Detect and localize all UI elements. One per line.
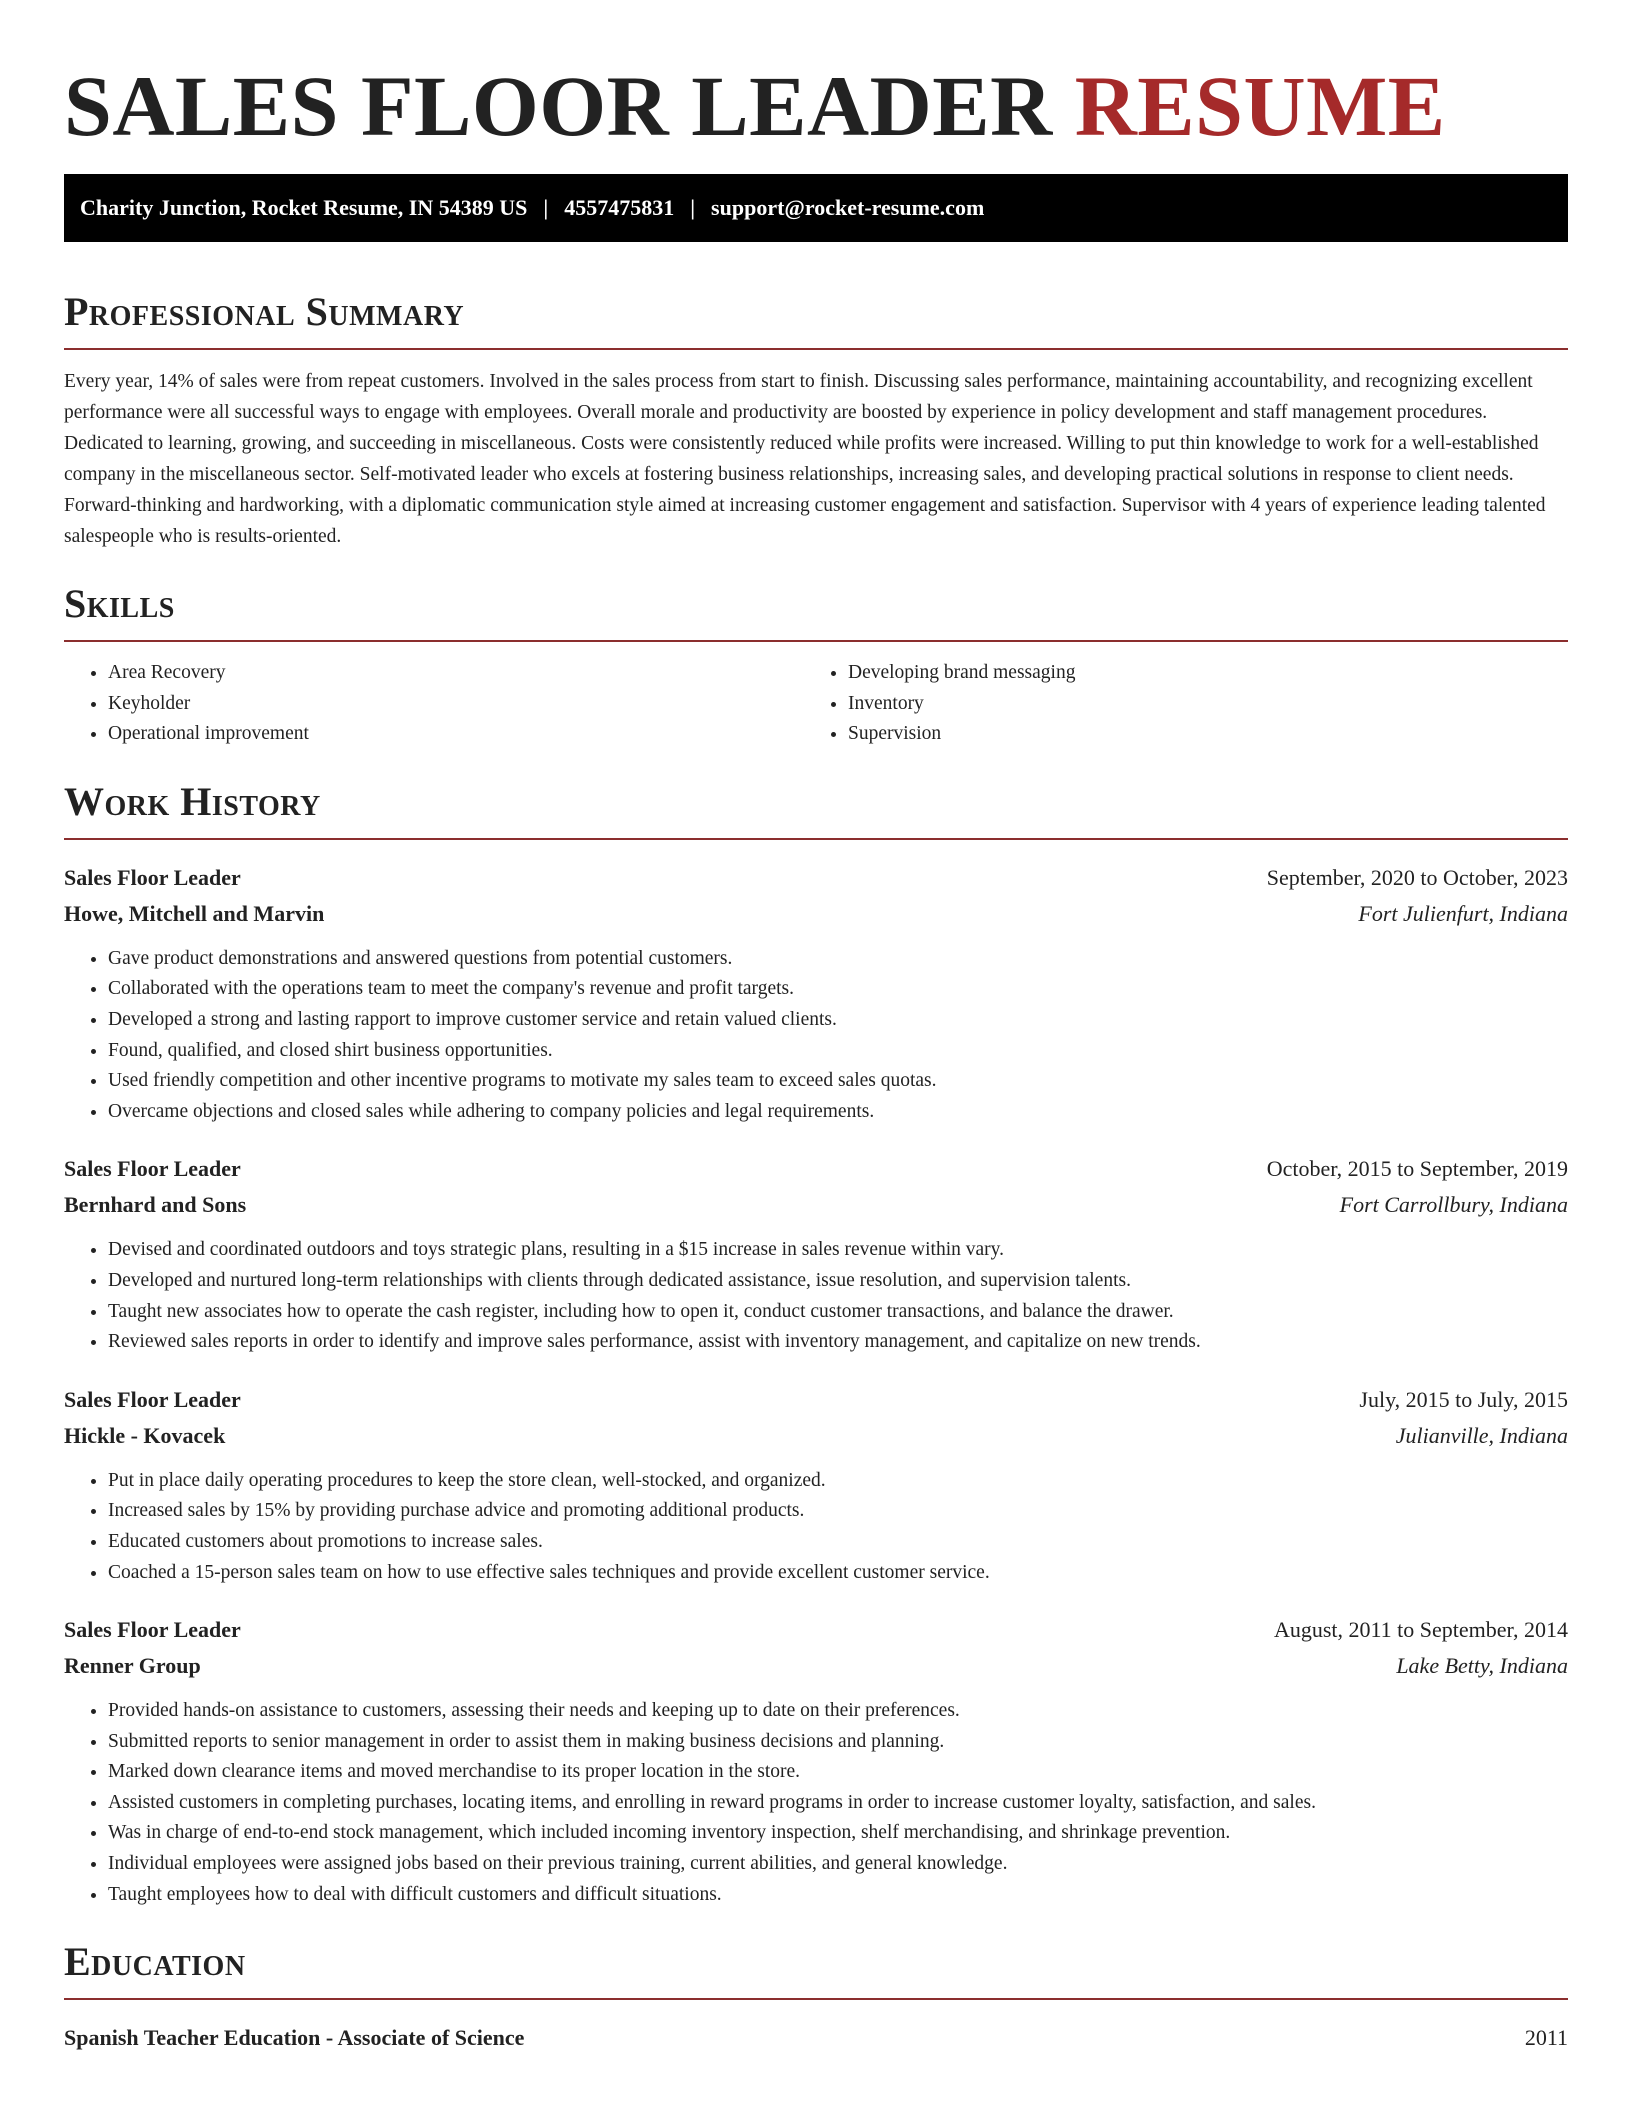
job-bullet: • Found, qualified, and closed shirt business opportunities. (108, 1036, 1568, 1067)
job-bullet: • Submitted reports to senior management in order to assist them in making business decisions and planning. (108, 1727, 1568, 1758)
skills-list-right (816, 658, 1568, 750)
skill-item: • Keyholder (108, 689, 816, 720)
job-bullets (64, 1466, 1568, 1588)
job-bullet: • Collaborated with the operations team to meet the company's revenue and profit targets. (108, 974, 1568, 1005)
summary-text: Every year, 14% of sales were from repeat customers. Involved in the sales process from start to finish. Discussing sales performance, maintaining accountability, and recognizing excellent performance were all successful ways to engage with employees. Overall morale and productivity are boosted by experience in policy development and staff management procedures. Dedicated to learning, growing, and succeeding in miscellaneous. Costs were consistently reduced while profits were increased. Willing to put thin knowledge to work for a well-established company in the miscellaneous sector. Self-motivated leader who excels at fostering business relationships, increasing sales, and developing practical solutions in response to client needs. Forward-thinking and hardworking, with a diplomatic communication style aimed at increasing customer engagement and satisfaction. Supervisor with 4 years of experience leading talented salespeople who is results-oriented. (64, 371, 1546, 547)
job-entry (64, 1151, 1568, 1357)
job-entry (64, 1612, 1568, 1910)
job-company-row (64, 1418, 1568, 1454)
job-bullet: • Marked down clearance items and moved merchandise to its proper location in the store. (108, 1757, 1568, 1788)
job-bullets (64, 1696, 1568, 1910)
job-bullet: • Devised and coordinated outdoors and toys strategic plans, resulting in a $15 increase in sales revenue within vary. (108, 1235, 1568, 1266)
job-bullet: • Used friendly competition and other incentive programs to motivate my sales team to exceed sales quotas. (108, 1066, 1568, 1097)
job-dates: July, 2015 to July, 2015 (1359, 1386, 1568, 1412)
job-dates: October, 2015 to September, 2019 (1266, 1156, 1568, 1182)
skills-heading: Skills (64, 580, 1568, 642)
job-location: Fort Carrollbury, Indiana (1339, 1192, 1568, 1218)
job-entry (64, 1382, 1568, 1588)
job-title: Sales Floor Leader (64, 864, 241, 890)
job-bullet: • Reviewed sales reports in order to identify and improve sales performance, assist with inventory management, and capitalize on new trends. (108, 1327, 1568, 1358)
job-title: Sales Floor Leader (64, 1156, 241, 1182)
job-bullet: • Coached a 15-person sales team on how to use effective sales techniques and provide excellent customer service. (108, 1558, 1568, 1589)
summary-heading: Professional Summary (64, 288, 1568, 350)
job-title: Sales Floor Leader (64, 1386, 241, 1412)
job-location: Lake Betty, Indiana (1396, 1653, 1568, 1679)
contact-address: Charity Junction, Rocket Resume, IN 54389 US (80, 195, 528, 220)
skills-list-left (64, 658, 816, 750)
skill-item: • Developing brand messaging (848, 658, 1568, 689)
contact-email: support@rocket-resume.com (711, 195, 985, 220)
job-entry (64, 860, 1568, 1128)
job-company: Bernhard and Sons (64, 1192, 247, 1218)
education-degree: Spanish Teacher Education - Associate of Science (64, 2025, 525, 2051)
contact-bar (64, 174, 1568, 242)
skills-grid (64, 658, 1568, 750)
job-bullet: • Overcame objections and closed sales while adhering to company policies and legal requirements. (108, 1097, 1568, 1128)
job-bullet: • Educated customers about promotions to increase sales. (108, 1527, 1568, 1558)
job-company: Hickle - Kovacek (64, 1422, 226, 1448)
job-bullet: • Provided hands-on assistance to customers, assessing their needs and keeping up to date on their preferences. (108, 1696, 1568, 1727)
title-main: SALES FLOOR LEADER (64, 58, 1053, 154)
job-header-row (64, 1612, 1568, 1648)
job-bullet: • Taught employees how to deal with difficult customers and difficult situations. (108, 1880, 1568, 1911)
contact-separator: | (690, 195, 696, 220)
job-bullet: • Gave product demonstrations and answered questions from potential customers. (108, 944, 1568, 975)
education-section (64, 1938, 1568, 2056)
work-heading: Work History (64, 778, 1568, 840)
job-list (64, 860, 1568, 1910)
job-bullets (64, 1235, 1568, 1357)
job-bullet: • Assisted customers in completing purchases, locating items, and enrolling in reward programs in order to increase customer loyalty, satisfaction, and sales. (108, 1788, 1568, 1819)
skill-item: • Area Recovery (108, 658, 816, 689)
job-header-row (64, 860, 1568, 896)
skill-item: • Inventory (848, 689, 1568, 720)
education-entry (64, 2020, 1568, 2056)
job-bullet: • Taught new associates how to operate the cash register, including how to open it, conduct customer transactions, and balance the drawer. (108, 1297, 1568, 1328)
contact-separator: | (543, 195, 549, 220)
job-header-row (64, 1382, 1568, 1418)
job-bullet: • Increased sales by 15% by providing purchase advice and promoting additional products. (108, 1496, 1568, 1527)
job-company-row (64, 1187, 1568, 1223)
job-company: Howe, Mitchell and Marvin (64, 900, 325, 926)
education-year: 2011 (1524, 2025, 1568, 2051)
job-bullet: • Individual employees were assigned jobs based on their previous training, current abilities, and general knowledge. (108, 1849, 1568, 1880)
resume-title (64, 58, 1568, 154)
job-bullet: • Was in charge of end-to-end stock management, which included incoming inventory inspection, shelf merchandising, and shrinkage prevention. (108, 1818, 1568, 1849)
work-section (64, 778, 1568, 1910)
job-bullet: • Put in place daily operating procedures to keep the store clean, well-stocked, and organized. (108, 1466, 1568, 1497)
job-dates: September, 2020 to October, 2023 (1266, 864, 1568, 890)
title-accent: RESUME (1074, 58, 1446, 154)
job-title: Sales Floor Leader (64, 1617, 241, 1643)
job-bullet: • Developed a strong and lasting rapport to improve customer service and retain valued clients. (108, 1005, 1568, 1036)
job-location: Julianville, Indiana (1395, 1422, 1568, 1448)
skills-section (64, 580, 1568, 750)
job-bullets (64, 944, 1568, 1128)
job-bullet: • Developed and nurtured long-term relationships with clients through dedicated assistance, issue resolution, and supervision talents. (108, 1266, 1568, 1297)
education-heading: Education (64, 1938, 1568, 2000)
skill-item: • Operational improvement (108, 719, 816, 750)
contact-phone: 4557475831 (564, 195, 675, 220)
job-company-row (64, 896, 1568, 932)
job-location: Fort Julienfurt, Indiana (1358, 900, 1568, 926)
summary-section (64, 288, 1568, 552)
job-dates: August, 2011 to September, 2014 (1273, 1617, 1568, 1643)
job-header-row (64, 1151, 1568, 1187)
skill-item: • Supervision (848, 719, 1568, 750)
job-company-row (64, 1648, 1568, 1684)
job-company: Renner Group (64, 1653, 201, 1679)
